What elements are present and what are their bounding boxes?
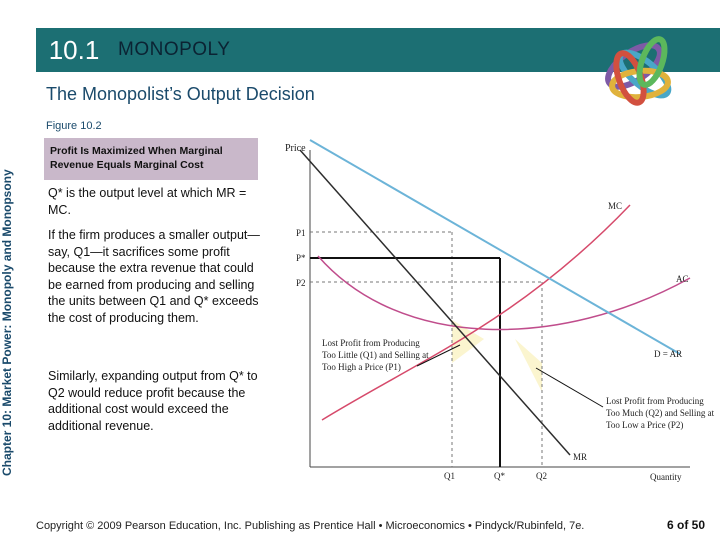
q2-label: Q2 [536,471,547,481]
demand-label: D = AR [654,349,683,359]
x-axis-label: Quantity [650,472,682,482]
p2-label: P2 [296,278,306,288]
y-axis-label: Price [285,143,306,154]
slide-subtitle: The Monopolist’s Output Decision [46,84,315,104]
figure-label: Figure 10.2 [46,120,102,132]
right-annotation-line-2: Too Much (Q2) and Selling at [606,408,715,418]
pstar-label: P* [296,253,306,263]
right-callout-arrow [536,368,603,407]
section-title: MONOPOLY [118,39,231,60]
ac-label: AC [676,274,689,284]
ac-curve [318,256,690,330]
p1-label: P1 [296,228,306,238]
left-annotation-line-2: Too Little (Q1) and Selling at [322,350,429,360]
page-number: 6 of 50 [667,518,706,532]
right-annotation-line-1: Lost Profit from Producing [606,396,704,406]
qstar-label: Q* [494,471,505,481]
figure-caption: Profit Is Maximized When Marginal Revenue Equals Marginal Cost [50,145,223,171]
copyright-footer: Copyright © 2009 Pearson Education, Inc. Publishing as Prentice Hall • Microeconomics • Pindyck/Rubinfeld, 7e. [36,520,585,532]
mc-curve [322,205,630,420]
mr-label: MR [573,452,588,462]
chapter-label: Chapter 10: Market Power: Monopoly and Monopsony [0,169,14,476]
mc-label: MC [608,201,623,211]
paragraph-smaller-output: If the firm produces a smaller output—say, Q1—it sacrifices some profit because the extra revenue that could be earned from producing and selling the units between Q1 and Q* exceeds the cost of producing them. [48,228,260,325]
paragraph-larger-output: Similarly, expanding output from Q* to Q2 would reduce profit because the additional cost would exceed the additional revenue. [48,369,258,433]
left-annotation-line-1: Lost Profit from Producing [322,338,420,348]
lost-profit-right-area [515,339,542,392]
paragraph-mr-equals-mc: Q* is the output level at which MR = MC. [48,186,247,217]
left-annotation-line-3: Too High a Price (P1) [322,362,401,372]
q1-label: Q1 [444,471,455,481]
demand-curve [310,140,680,354]
section-number: 10.1 [48,35,100,65]
right-annotation-line-3: Too Low a Price (P2) [606,420,684,430]
